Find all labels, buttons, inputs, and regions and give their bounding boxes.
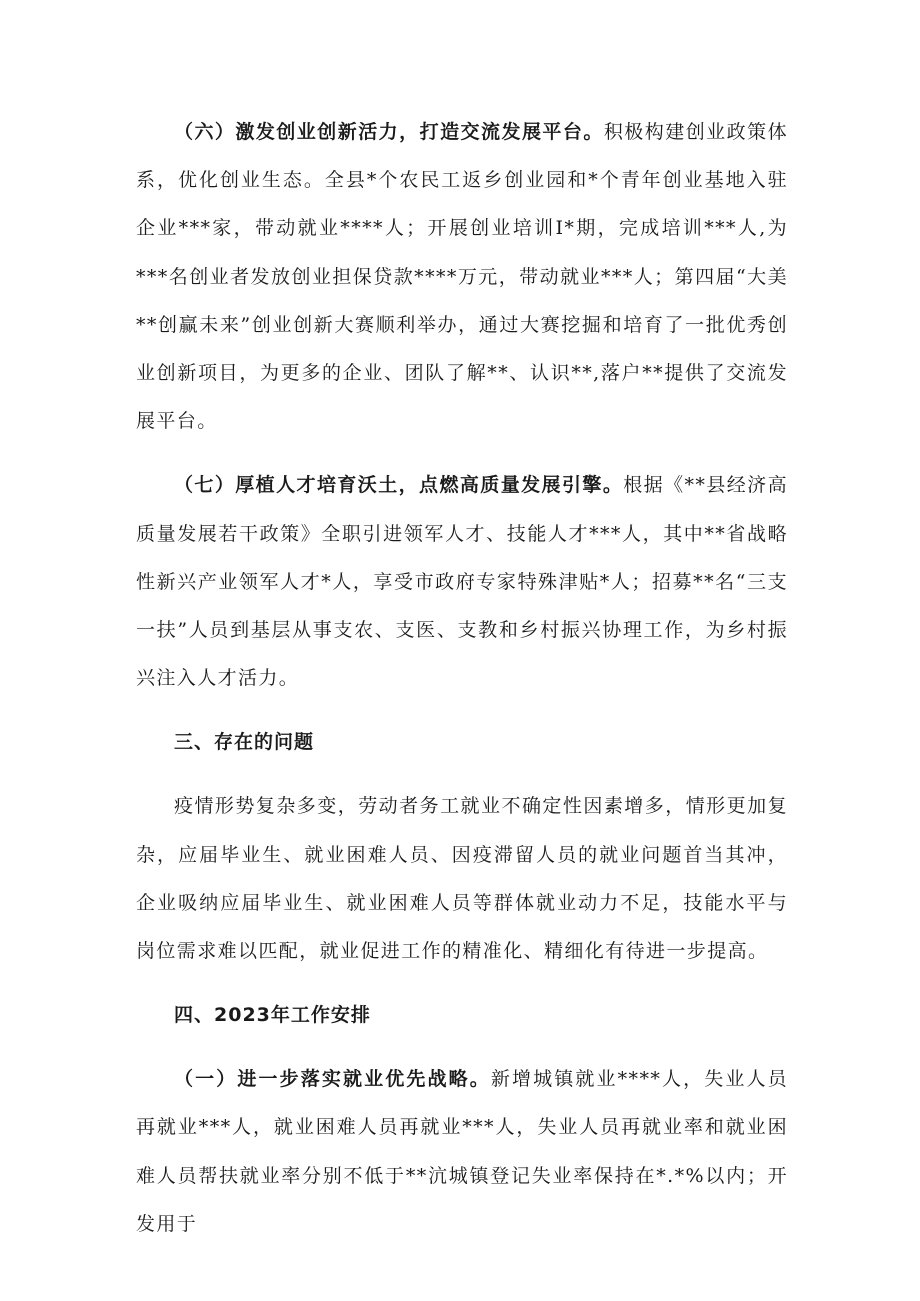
paragraph-problems: 疫情形势复杂多变，劳动者务工就业不确定性因素增多，情形更加复杂，应届毕业生、就业困难人员、因疫滞留人员的就业问题首当其冲，企业吸纳应届毕业生、就业困难人员等群体就业动力不足，技能水平与岗位需求难以匹配，就业促进工作的精准化、精细化有待进一步提高。 xyxy=(136,795,788,963)
paragraph-talent xyxy=(136,461,788,702)
document-page xyxy=(136,108,788,1248)
paragraph-entrepreneurship xyxy=(136,108,788,445)
paragraph-lead: （六）激发创业创新活力，打造交流发展平台。 xyxy=(174,121,604,143)
section-heading-problems: 三、存在的问题 xyxy=(174,731,315,754)
paragraph-lead: （七）厚植人才培育沃土，点燃高质量发展引擎。 xyxy=(174,474,624,497)
paragraph-lead: （一）进一步落实就业优先战略。 xyxy=(174,1068,491,1091)
paragraph-body: 积极构建创业政策体系，优化创业生态。全县*个农民工返乡创业园和*个青年创业基地入驻企业***家，带动就业****人；开展创业培训I*期，完成培训***人,为***名创业者发放创业担保贷款****万元，带动就业***人；第四届“大美**创赢未来”创业创新大赛顺利举办，通过大赛挖掘和培育了一批优秀创业创新项目，为更多的企业、团队了解**、认识**,落户**提供了交流发展平台。 xyxy=(136,121,788,433)
section-heading-plan: 四、2023年工作安排 xyxy=(174,1004,371,1027)
paragraph-body: 新增城镇就业****人，失业人员再就业***人，就业困难人员再就业***人，失业人员再就业率和就业困难人员帮扶就业率分别不低于**沆城镇登记失业率保持在*.*%以内；开发用于 xyxy=(136,1068,788,1235)
paragraph-employment-priority xyxy=(136,1055,788,1248)
paragraph-body: 根据《**县经济高质量发展若干政策》全职引进领军人才、技能人才***人，其中**省战略性新兴产业领军人才*人，享受市政府专家特殊津贴*人；招募**名“三支一扶”人员到基层从事支农、支医、支教和乡村振兴协理工作，为乡村振兴注入人才活力。 xyxy=(136,474,788,690)
